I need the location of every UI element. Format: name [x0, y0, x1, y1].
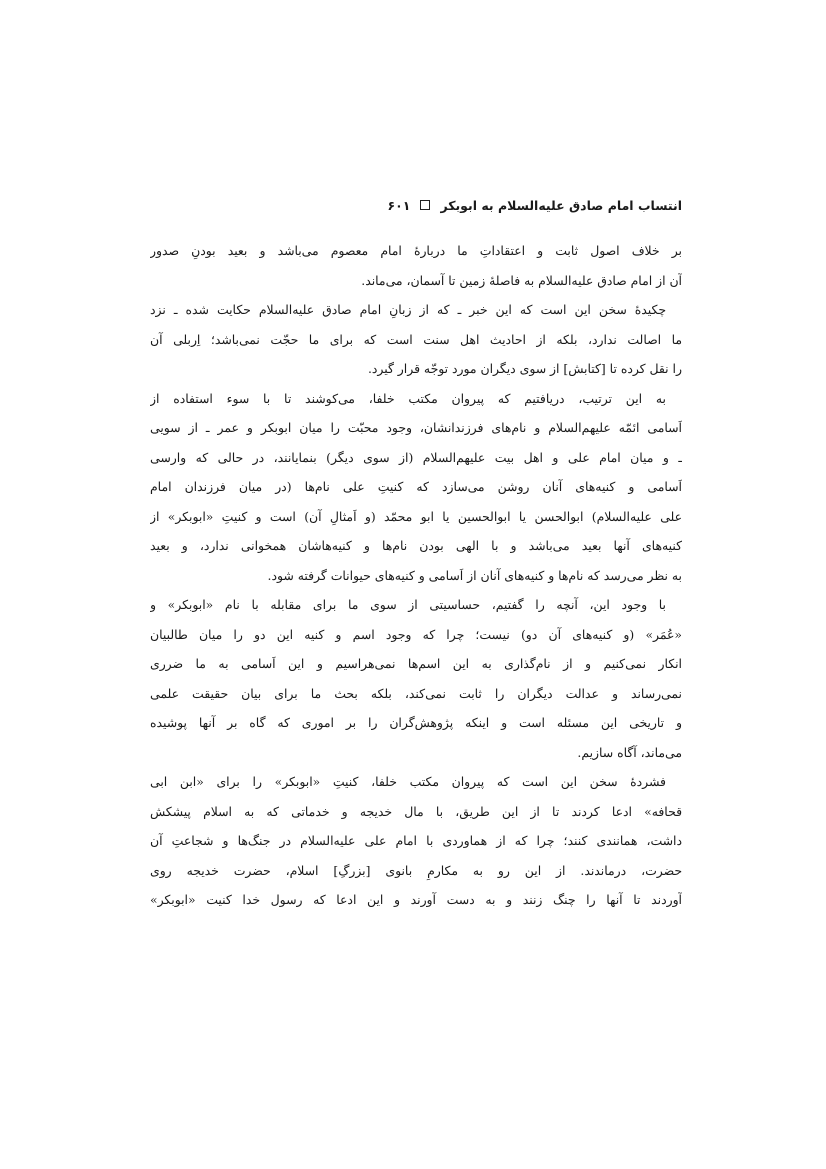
text-line: فشردهٔ سخن این است که پیروان مکتب خلفا، کنیتِ «ابوبکر» را برای «ابن ابی	[150, 774, 666, 789]
text-line: داشت، همانندی کنند؛ چرا که از هماوردی با امام علی علیه‌السلام در جنگ‌ها و شجاعتِ آن	[150, 833, 682, 848]
paragraph-3	[150, 384, 682, 591]
text-line: آوردند تا آنها را چنگ زنند و به دست آورند و این ادعا که رسول خدا کنیت «ابوبکر»	[150, 892, 682, 907]
text-line: قحافه» ادعا کردند تا از این طریق، با مال خدیجه و خدماتی که به اسلام پیشکش	[150, 803, 682, 819]
text-line: حضرت، درماندند. از این رو به مکارمِ بانوی [بزرگِ] اسلام، حضرت خدیجه روی	[150, 862, 682, 878]
square-bullet-icon	[420, 200, 430, 210]
text-line: «عُمَر» (و کنیه‌های آن دو) نیست؛ چرا که وجود اسم و کنیه این دو را میان طالبیان	[150, 626, 682, 642]
text-line: به این ترتیب، دریافتیم که پیروان مکتب خلفا، می‌کوشند تا با سوء استفاده از	[150, 390, 666, 406]
running-title: انتساب امام صادق علیه‌السلام به ابوبکر	[440, 197, 682, 213]
text-line: ما اصالت ندارد، بلکه از احادیث اهل سنت است که برای ما حجّت نمی‌باشد؛ اِربلی آن	[150, 331, 682, 347]
text-line: چکیدهٔ سخن این است که این خبر ـ که از زبانِ امام صادق علیه‌السلام حکایت شده ـ نزد	[150, 302, 666, 317]
text-line: اَسامی و کنیه‌های آنان روشن می‌سازد که کنیتِ علی نام‌ها (در میان فرزندان امام	[150, 479, 682, 494]
text-line: بر خلاف اصول ثابت و اعتقاداتِ ما دربارهٔ امام معصوم می‌باشد و بعید بودنِ صدور	[150, 243, 682, 258]
paragraph-2	[150, 295, 682, 384]
text-line: علی علیه‌السلام) ابوالحسن یا ابوالحسین یا ابو محمّد (و اَمثالِ آن) است و کنیتِ «ابوبکر» از	[150, 508, 682, 524]
paragraph-1	[150, 236, 682, 295]
paragraph-4	[150, 590, 682, 767]
page-number: ۶۰۱	[387, 197, 411, 213]
text-line: و تاریخی این مسئله است و اینکه پژوهش‌گران را بر اموری که گاه بر آنها پوشیده	[150, 715, 682, 730]
text-line: با وجود این، آنچه را گفتیم، حساسیتی از سوی ما برای مقابله با نام «ابوبکر» و	[150, 597, 666, 612]
text-line: را نقل کرده تا [کتابش] از سوی دیگران مورد توجّه قرار گیرد.	[367, 361, 682, 376]
text-line: نمی‌رساند و عدالت دیگران را ثابت نمی‌کند، بلکه بحث ما برای بیان حقیقت علمی	[150, 685, 682, 701]
text-line: ـ و میان امام علی و اهل بیت علیهم‌السلام (از سوی دیگر) بنمایانند، در حالی که وارسی	[150, 449, 682, 465]
text-body	[150, 236, 682, 915]
text-line: می‌ماند، آگاه سازیم.	[577, 744, 682, 760]
text-line: انکار نمی‌کنیم و از نام‌گذاری به این اسم‌ها نمی‌هراسیم و این اَسامی به ما ضرری	[150, 656, 682, 671]
text-line: اَسامی ائمّه علیهم‌السلام و نام‌های فرزندانشان، وجود محبّت را میان ابوبکر و عمر ـ از سویی	[150, 420, 682, 435]
text-line: آن از امام صادق علیه‌السلام به فاصلهٔ زمین تا آسمان، می‌ماند.	[361, 272, 682, 288]
running-header	[150, 194, 682, 216]
text-line: کنیه‌های آنها بعید می‌باشد و با الهی بودن نام‌ها و کنیه‌هاشان همخوانی ندارد، و بعید	[150, 538, 682, 553]
text-line: به نظر می‌رسد که نام‌ها و کنیه‌های آنان از اَسامی و کنیه‌های حیوانات گرفته شود.	[267, 567, 682, 583]
paragraph-5	[150, 767, 682, 915]
